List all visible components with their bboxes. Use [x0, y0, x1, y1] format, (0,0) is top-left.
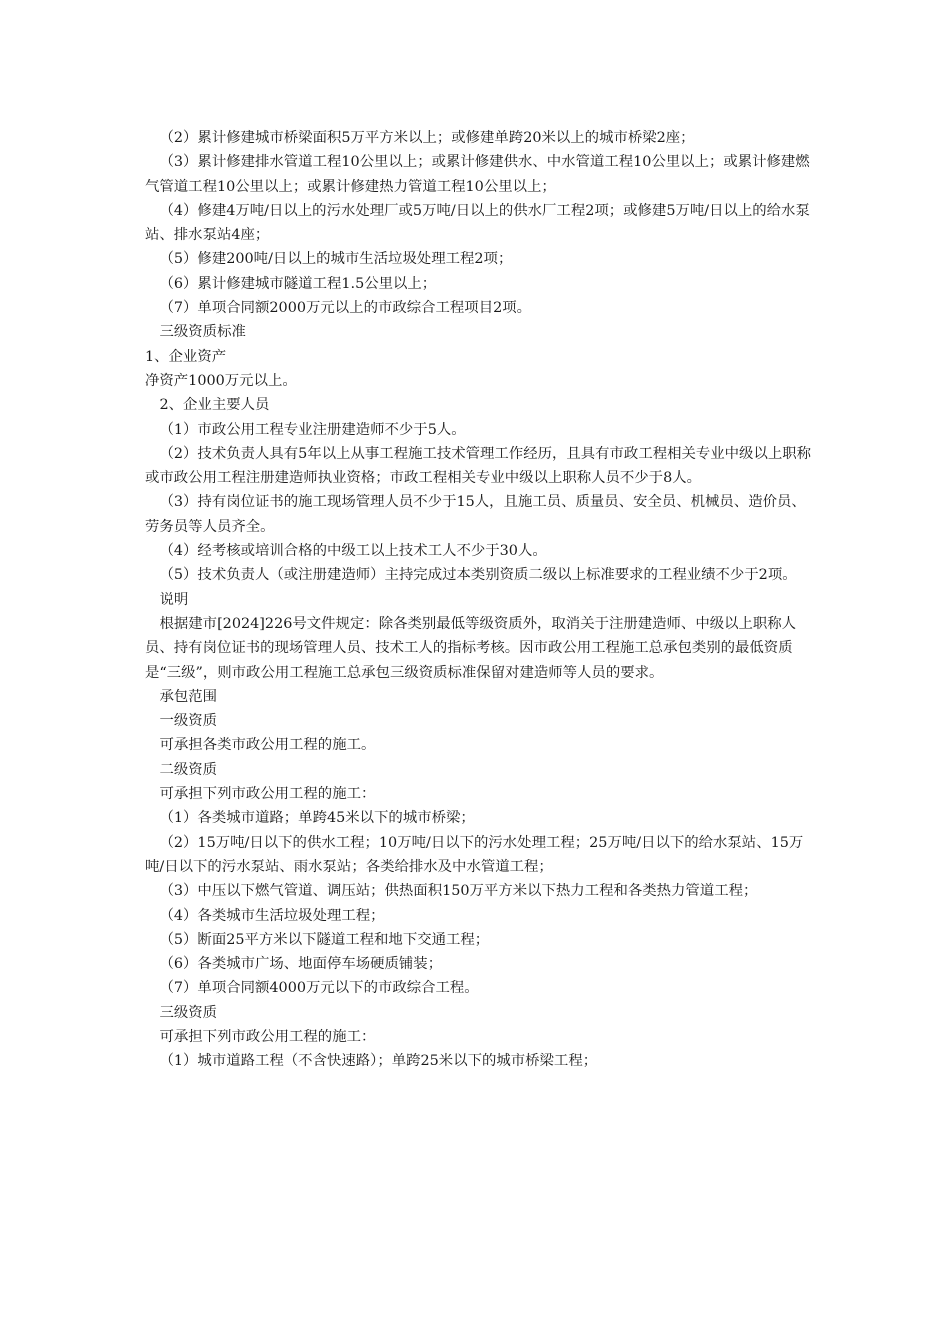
paragraph-garbage: （5）修建200吨/日以上的城市生活垃圾处理工程2项； — [159, 251, 513, 268]
paragraph-level2-item-1: （1）各类城市道路；单跨45米以下的城市桥梁； — [159, 810, 475, 827]
paragraph-personnel-2: （2）技术负责人具有5年以上从事工程施工技术管理工作经历，且具有市政工程相关专业中级以上职称或市政公用工程注册建造师执业资格；市政工程相关专业中级以上职称人员不少于8人。 — [145, 445, 812, 487]
paragraph-personnel-4: （4）经考核或培训合格的中级工以上技术工人不少于30人。 — [159, 543, 547, 560]
heading-scope: 承包范围 — [159, 688, 218, 705]
paragraph-level2-item-2: （2）15万吨/日以下的供水工程；10万吨/日以下的污水处理工程；25万吨/日以下的给水泵站、15万吨/日以下的污水泵站、雨水泵站；各类给排水及中水管道工程； — [145, 834, 804, 875]
heading-level2: 二级资质 — [159, 761, 218, 778]
paragraph-level2-item-4: （4）各类城市生活垃圾处理工程； — [159, 907, 385, 924]
document-body — [145, 126, 817, 1074]
paragraph-personnel-1: （1）市政公用工程专业注册建造师不少于5人。 — [159, 421, 466, 438]
paragraph-water-plant: （4）修建4万吨/日以上的污水处理厂或5万吨/日以上的供水厂工程2项；或修建5万吨/日以上的给水泵站、排水泵站4座； — [145, 202, 810, 244]
paragraph-tunnel: （6）累计修建城市隧道工程1.5公里以上； — [159, 275, 437, 292]
paragraph-level3-intro: 可承担下列市政公用工程的施工： — [159, 1028, 376, 1045]
paragraph-level2-item-7: （7）单项合同额4000万元以下的市政综合工程。 — [159, 980, 479, 997]
paragraph-level2-item-6: （6）各类城市广场、地面停车场硬质铺装； — [159, 956, 443, 973]
heading-level3: 三级资质 — [159, 1004, 218, 1021]
paragraph-bridge-area: （2）累计修建城市桥梁面积5万平方米以上；或修建单跨20米以上的城市桥梁2座； — [159, 130, 695, 146]
paragraph-personnel-5: （5）技术负责人（或注册建造师）主持完成过本类别资质二级以上标准要求的工程业绩不少于2项。 — [159, 567, 797, 584]
paragraph-level2-item-5: （5）断面25平方米以下隧道工程和地下交通工程； — [159, 931, 490, 948]
paragraph-net-assets: 净资产1000万元以上。 — [145, 372, 297, 389]
heading-level3-standard: 三级资质标准 — [159, 324, 246, 341]
heading-note: 说明 — [159, 591, 189, 608]
heading-main-personnel: 2、企业主要人员 — [159, 397, 270, 414]
paragraph-note-body: 根据建市[2024]226号文件规定：除各类别最低等级资质外，取消关于注册建造师、中级以上职称人员、持有岗位证书的现场管理人员、技术工人的指标考核。因市政公用工程施工总承包类别的最低资质是“三级”，则市政公用工程施工总承包三级资质标准保留对建造师等人员的要求。 — [145, 615, 797, 681]
paragraph-personnel-3: （3）持有岗位证书的施工现场管理人员不少于15人，且施工员、质量员、安全员、机械员、造价员、劳务员等人员齐全。 — [145, 494, 806, 535]
paragraph-contract: （7）单项合同额2000万元以上的市政综合工程项目2项。 — [159, 300, 532, 317]
paragraph-level2-intro: 可承担下列市政公用工程的施工： — [159, 786, 376, 803]
paragraph-level1-scope: 可承担各类市政公用工程的施工。 — [159, 737, 376, 754]
heading-level1: 一级资质 — [159, 713, 218, 730]
paragraph-level2-item-3: （3）中压以下燃气管道、调压站；供热面积150万平方米以下热力工程和各类热力管道工程； — [159, 883, 758, 900]
paragraph-level3-item-1: （1）城市道路工程（不含快速路）；单跨25米以下的城市桥梁工程； — [159, 1053, 598, 1070]
heading-enterprise-assets: 1、企业资产 — [145, 348, 227, 365]
paragraph-pipeline: （3）累计修建排水管道工程10公里以上；或累计修建供水、中水管道工程10公里以上；或累计修建燃气管道工程10公里以上；或累计修建热力管道工程10公里以上； — [145, 154, 810, 195]
